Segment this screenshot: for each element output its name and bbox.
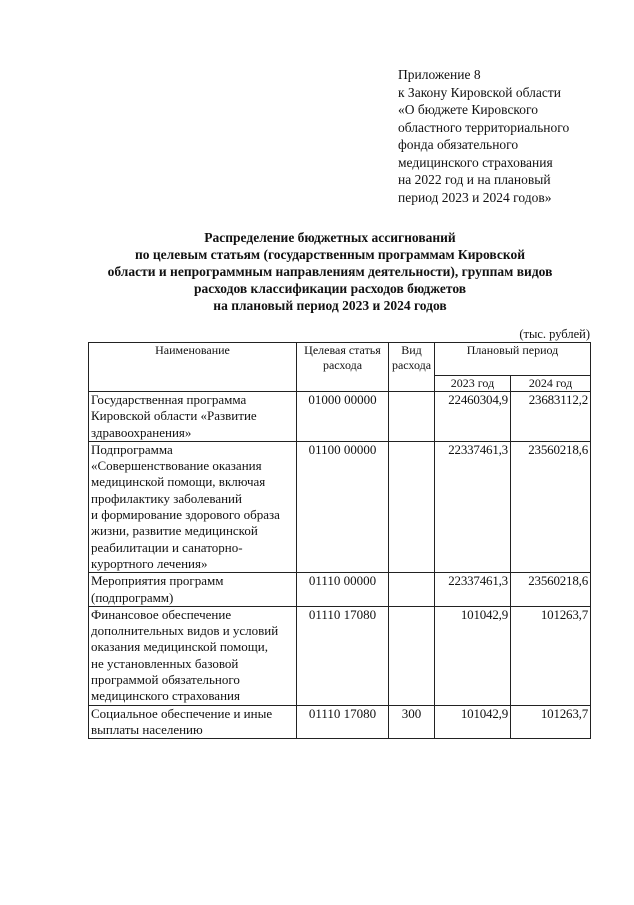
header-name: Наименование: [89, 343, 297, 392]
title-line: области и непрограммным направлениям деятельности), группам видов: [107, 264, 553, 279]
row-code: 01000 00000: [297, 392, 389, 442]
row-value-2023: 101042,9: [435, 606, 511, 705]
row-name-line: реабилитации и санаторно-: [91, 539, 243, 555]
appendix-header: [398, 66, 618, 206]
row-value-2023: 22337461,3: [435, 441, 511, 572]
row-kind: 300: [389, 705, 435, 739]
row-kind: [389, 573, 435, 607]
row-value-2024: 101263,7: [511, 606, 591, 705]
appendix-line: областного территориального: [398, 119, 570, 135]
row-code: 01100 00000: [297, 441, 389, 572]
appendix-line: Приложение 8: [398, 67, 481, 82]
row-code: 01110 17080: [297, 705, 389, 739]
row-name-line: здравоохранения»: [91, 424, 192, 440]
row-kind: [389, 392, 435, 442]
row-name-line: медицинского страхования: [91, 688, 240, 704]
table-row: [89, 392, 591, 442]
row-value-2024: 23560218,6: [511, 573, 591, 607]
row-name: [89, 392, 297, 442]
header-code: Целевая статья расхода: [297, 343, 389, 392]
title-line: по целевым статьям (государственным программам Кировской: [135, 247, 525, 262]
table-row: [89, 441, 591, 572]
row-value-2024: 23560218,6: [511, 441, 591, 572]
title-line: Распределение бюджетных ассигнований: [204, 230, 456, 245]
row-name-line: Мероприятия программ: [91, 573, 224, 589]
row-name-line: дополнительных видов и условий: [91, 623, 279, 639]
row-name-line: программой обязательного: [91, 672, 240, 688]
title-line: расходов классификации расходов бюджетов: [193, 281, 467, 296]
row-value-2023: 101042,9: [435, 705, 511, 739]
row-name-line: Кировской области «Развитие: [91, 408, 257, 424]
document-title: [60, 229, 600, 314]
appendix-line: на 2022 год и на плановый: [398, 172, 551, 187]
row-name-line: (подпрограмм): [91, 589, 174, 605]
table-row: [89, 606, 591, 705]
appendix-line: период 2023 и 2024 годов»: [398, 189, 552, 205]
row-name-line: Подпрограмма: [91, 441, 173, 457]
row-code: 01110 17080: [297, 606, 389, 705]
row-value-2023: 22337461,3: [435, 573, 511, 607]
row-kind: [389, 441, 435, 572]
row-name-line: профилактику заболеваний: [91, 490, 242, 506]
row-name-line: медицинской помощи, включая: [91, 474, 266, 490]
row-name-line: оказания медицинской помощи,: [91, 639, 268, 655]
header-year-2023: 2023 год: [435, 376, 511, 392]
appendix-line: фонда обязательного: [398, 137, 519, 152]
appendix-line: медицинского страхования: [398, 154, 553, 170]
title-line: на плановый период 2023 и 2024 годов: [213, 298, 447, 313]
row-name-line: «Совершенствование оказания: [91, 458, 262, 474]
row-kind: [389, 606, 435, 705]
row-name: [89, 573, 297, 607]
appendix-line: к Закону Кировской области: [398, 84, 562, 100]
row-code: 01110 00000: [297, 573, 389, 607]
row-name: [89, 606, 297, 705]
appendix-line: «О бюджете Кировского: [398, 102, 539, 117]
row-name-line: и формирование здорового образа: [91, 507, 280, 523]
units-label: (тыс. рублей): [519, 327, 590, 341]
row-name-line: не установленных базовой: [91, 655, 239, 671]
row-name: [89, 705, 297, 739]
row-name-line: жизни, развитие медицинской: [91, 523, 258, 539]
row-name-line: Государственная программа: [91, 392, 247, 407]
row-name-line: выплаты населению: [91, 721, 203, 737]
header-period: Плановый период: [435, 343, 591, 376]
header-year-2024: 2024 год: [511, 376, 591, 392]
row-name: [89, 441, 297, 572]
row-name-line: Финансовое обеспечение: [91, 606, 232, 622]
row-name-line: Социальное обеспечение и иные: [91, 705, 273, 721]
table-row: [89, 705, 591, 739]
row-value-2023: 22460304,9: [435, 392, 511, 442]
budget-table: [88, 342, 591, 739]
header-kind: Вид расхода: [389, 343, 435, 392]
table-row: [89, 573, 591, 607]
row-name-line: курортного лечения»: [91, 555, 208, 571]
row-value-2024: 23683112,2: [511, 392, 591, 442]
row-value-2024: 101263,7: [511, 705, 591, 739]
